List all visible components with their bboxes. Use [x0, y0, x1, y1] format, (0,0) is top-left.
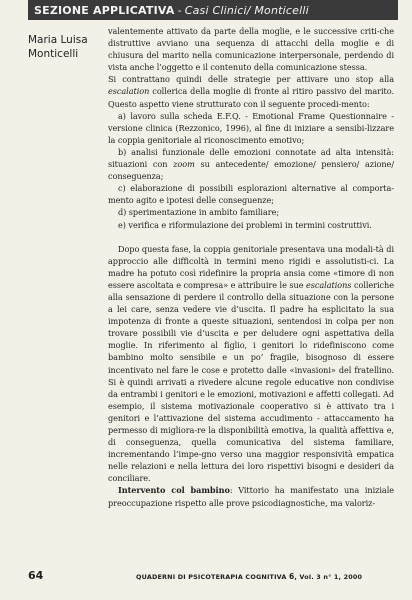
paragraph-4-text: : Vittorio ha manifestato una iniziale preoccupazione rispetto alle prove psicodiagnostiche, ma valoriz-: [108, 485, 395, 508]
section-title: SEZIONE APPLICATIVA: [34, 3, 175, 17]
journal-volume: , Vol. 3 n° 1, 2000: [294, 573, 363, 581]
list-item-c: c) elaborazione di possibili esplorazioni alternative al comporta-mento agito e ipotesi delle conseguenze;: [108, 183, 394, 206]
author-last-name: Monticelli: [28, 48, 79, 60]
list-item-b-text-a: b) analisi funzionale delle emozioni connotate ad alta intensità: situazioni con: [108, 146, 394, 170]
article-body: [108, 25, 394, 509]
list-item-b-emphasis: zoom: [173, 159, 195, 170]
paragraph-2-text-b: collerica della moglie di fronte al ritiro passivo del marito. Questo aspetto viene strutturato con il seguente procedi-mento:: [108, 86, 394, 109]
journal-citation: [136, 572, 362, 581]
paragraph-4-heading: Intervento col bambino: [118, 485, 230, 496]
list-item-d: d) sperimentazione in ambito familiare;: [118, 207, 280, 218]
paragraph-2-text-a: Si contrattano quindi delle strategie per attivare uno stop alla: [108, 74, 394, 85]
list-item-b-text-b: su antecedente/ emozione/ pensiero/ azione/ conseguenza;: [108, 159, 395, 182]
paragraph-4: [108, 484, 394, 508]
section-subtitle: Casi Clinici/ Monticelli: [184, 3, 309, 17]
list-item-e: e) verifica e riformulazione dei problemi in termini costruttivi.: [118, 219, 372, 230]
journal-issue-number: 6: [288, 572, 295, 581]
list-item-b: [108, 146, 394, 182]
page-footer: [28, 569, 394, 583]
journal-title: QUADERNI DI PSICOTERAPIA COGNITIVA: [136, 573, 289, 581]
paragraph-2: [108, 73, 394, 109]
author-name: [28, 33, 98, 61]
list-item-a: a) lavoro sulla scheda E.F.Q. - Emotional Frame Questionnaire - versione clinica (Rezzonico, 1996), al fine di iniziare a sensibi-lizzare la coppia genitoriale al riconoscimento emotivo;: [108, 110, 394, 145]
author-first-name: Maria Luisa: [28, 34, 88, 46]
section-header: [28, 0, 398, 20]
paragraph-gap: [108, 231, 394, 243]
paragraph-1: valentemente attivato da parte della moglie, e le successive criti-che distruttive avviano una sequenza di attacchi della moglie e di chiusura del marito nella comunicazione interpersonale, perdendo di vista anche l’oggetto e il contenuto della comunicazione stessa.: [108, 26, 394, 73]
header-separator: -: [177, 3, 182, 17]
paragraph-2-emphasis: escalation: [108, 86, 150, 97]
paragraph-3-text-a: Dopo questa fase, la coppia genitoriale presentava una modali-tà di approccio alle difficoltà in termini meno rigidi e assolutisti-ci. La madre ha potuto così ridefinire la propria ansia come «timore di non essere ascoltata e compresa» e attribuire le sue: [108, 243, 394, 290]
paragraph-3: [108, 243, 394, 485]
page-number: 64: [28, 569, 44, 582]
paragraph-3-text-b: colleriche alla sensazione di perdere il controllo della situazione con la persone a lei care, senza vedere vie d’uscita. Il padre ha esplicitato la sua impotenza di fronte a queste situazioni, sentendosi in colpa per non trovare possibili vie d’uscita e per deludere ogni aspettativa della moglie. In riferimento al figlio, i genitori lo ridefiniscono come bambino molto sensibile e un po’ fragile, bisognoso di essere incentivato nel fare le cose e protetto dalle «invasioni» del fratellino. Si è quindi arrivati a rivedere alcune regole educative non condivise da entrambi i genitori e le emozioni, motivazioni e affetti collegati. Ad esempio, il sistema motivazionale cooperativo si è attivato tra i genitori e l’attivazione del sistema accudimento - attaccamento ha permesso di migliora-re la disponibilità emotiva, la qualità affettiva e, di conseguenza, quella comunicativa del sistema familiare, incrementando l’impe-gno verso una maggior responsività empatica nelle relazioni e nella lettura dei loro rispettivi bisogni e desideri da conciliare.: [108, 279, 394, 484]
paragraph-3-emphasis: escalations: [306, 279, 352, 290]
